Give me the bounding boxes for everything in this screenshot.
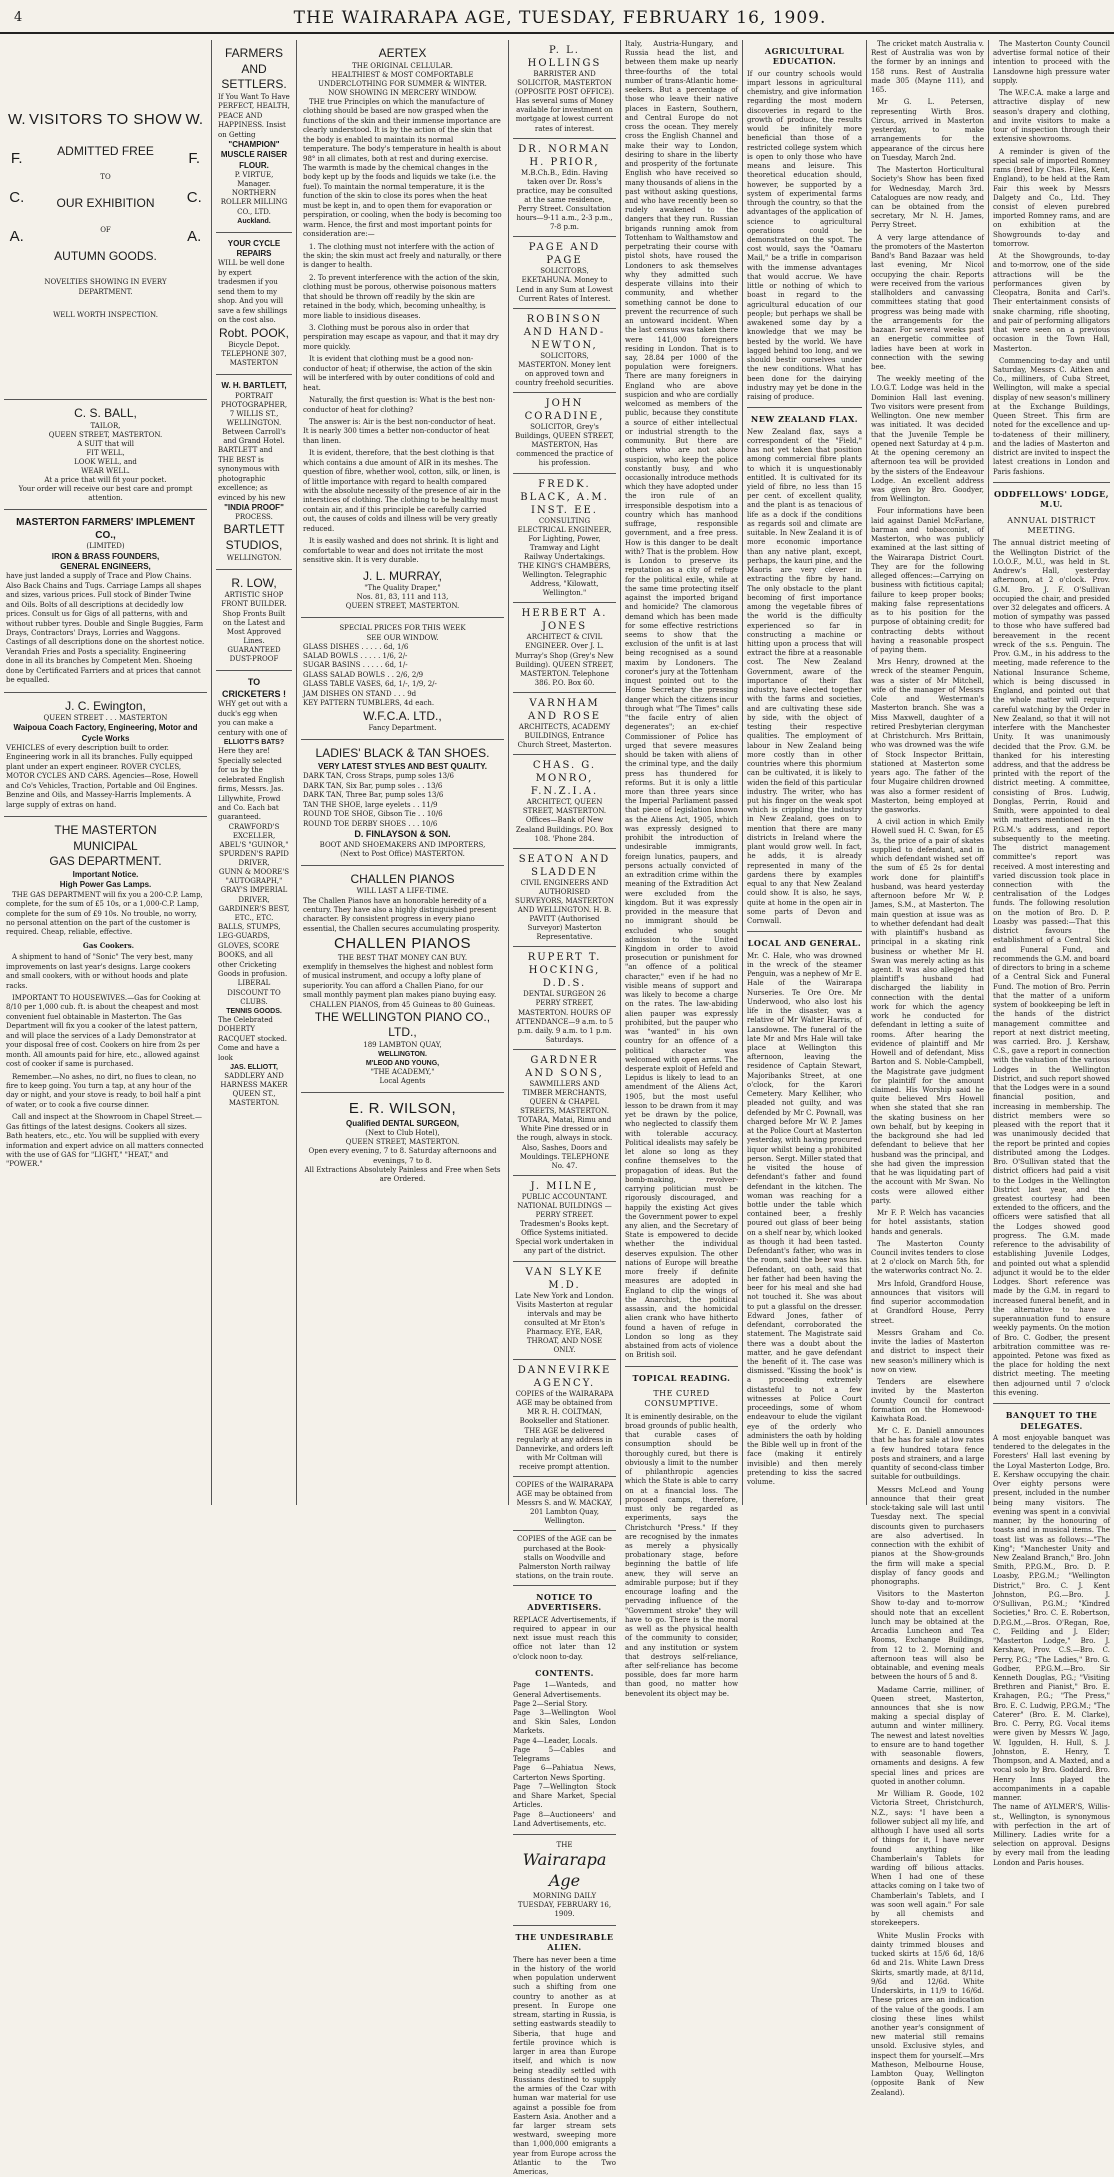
column-5: [620, 40, 742, 1698]
paper-name: Wairarapa Age: [522, 1850, 607, 1890]
professional-card: CHAS. G. MONRO, F.N.Z.I.A. ARCHITECT, QUEEN STREET, MASTERTON. Offices—Bank of New Zealand Buildings. P.O. Box 108. 'Phone 284.: [513, 755, 616, 848]
cricketers-ad: TO CRICKETERS ! WHY get out with a duck's egg when you can make a century with one of ELLIOTT'S BATS? Here they are! Specially selected for us by the celebrated English firms, Messrs. Jas. Lillywhite, Frowd and Co. Each bat guaranteed. CRAWFORD'S EXCELLER, ABEL'S "GUINOR," SPURDEN'S RAPID DRIVER, GUNN & MOORE'S "AUTOGRAPH," GRAY'S IMPERIAL DRIVER, GARDINER'S BEST, ETC., ETC. BALLS, STUMPS, LEG-GUARDS, GLOVES, SCORE BOOKS, and all other Cricketing Goods in profusion. LIBERAL DISCOUNT TO CLUBS. TENNIS GOODS. The Celebrated DOHERTY RACQUET stocked. Come and have a look JAS. ELLIOTT, SADDLERY AND HARNESS MAKER QUEEN ST., MASTERTON.: [218, 677, 290, 1108]
notice-advertisers-heading: NOTICE TO ADVERTISERS.: [527, 1591, 602, 1613]
local-news-items: The cricket match Australia v. Rest of Australia was won by the former by an innings and 158 runs. Rest of Australia made 305 (Mayne 111), and 165. Mr G. L. Petersen, representing Wirth Bros. Circus, arrived in Masterton yesterday, to make arrangements for the appearance of the circus here on Tuesday, March 2nd. The Masterton Horticultural Society's Show has been fixed for Wednesday, March 3rd. Catalogues are now ready, and can be obtained from the secretary, Mr N. H. James, Perry Street. A very large attendance of the promoters of the Masterton Band's Band Bazaar was held last evening, Mr Nicol occupying the chair. Reports were received from the various stallholders and canvassing committees stating that good progress was being made with the arrangements for the bazaar. For several weeks past an energetic committee of ladies have been at work in connection with the sewing bee. The weekly meeting of the I.O.G.T. Lodge was held in the Dominion Hall last evening. Two visitors were present from Wellington. One new member was initiated. It was decided that the Juvenile Temple be opened next Saturday at 4 p.m. At the opening ceremony an afternoon tea will be provided by the sisters of the Endeavour Lodge. An excellent address was given by Bro. Goodyer, from Wellington. Four informations have been laid against Daniel McFarlane, barman and tobacconist, of Masterton, who was publicly examined at the last sitting of the Wairarapa District Court. They are for the following alleged offences:—Carrying on business with fictitious capital; failure to keep proper books; making false representations as to his position for the purpose of obtaining credit; for contracting debts without having a reasonable prospect of paying them. Mrs Henry, drowned at the wreck of the steamer Penguin, was a sister of Mr Mitchell, wife of the manager of Messrs Cole and Westerman's Masterton branch. She was a Miss Maxwell, daughter of a retired Presbyterian clergyman at Christchurch. Mrs Brittain, who was drowned was the wife of Stock Inspector Brittain, stationed at Masterton some years ago. The father of the four Mugaire children drowned was also a former resident of Masterton, being employed at the gasworks. A civil action in which Emily Howell sued H. C. Swan, for £5 3s, the price of a pair of skates supplied to defendant, and in which defendant wished set off the sum of £5 2s for dental work done for plaintiff's husband, was heard yesterday afternoon before Mr W. P. James, S.M., at Masterton. The main question at issue was as to whether defendant had dealt with plaintiff's husband as principal in a skating rink business or whether Mr H. Swan was merely acting as his agent. It was also alleged that plaintiff's husband had discharged the liability in connection with the dental work for which the agency work he conducted for defendant in letting a suite of rooms. After hearing the evidence of plaintiff and Mr Howell and of defendant, Miss Barton and S. Noble-Campbell, the Magistrate gave judgment for plaintiff for the amount claimed. His Worship said he quite believed Mrs Howell when she stated that she ran the skating business on her own behalf, but by keeping in the background she had led defendant to believe that her husband was the principal, and she had given the impression that he was liquidating part of the account with Mr Swan. No costs were allowed either party. Mr F. P. Welch has vacancies for hotel assistants, station hands and generals. The Masterton County Council invites tenders to close at 2 o'clock on March 5th, for the waterworks contract No. 2. Mrs Infold, Grandford House, announces that visitors will find superior accommodation at Grandford House, Perry street. Messrs Graham and Co. invite the ladies of Masterton and district to inspect their new season's millinery which is now on view. Tenders are elsewhere invited by the Masterton County Council for contract formation on the Homewood-Kaiwhata Road. Mr C. E. Daniell announces that he has for sale at low rates a few hundred totara fence posts and strainers, and a large quantity of second-class timber suitable for outbuildings. Messrs McLeod and Young announce that their great stock-taking sale will last until Tuesday next. The special discounts given to purchasers are also advertised. In connection with the exhibit of pianos at the Show-grounds the firm will make a special display of fancy goods and phonographs. Visitors to the Masterton Show to-day and to-morrow should note that an excellent lunch may be obtained at the Arcadia Luncheon and Tea Rooms, Exchange Buildings, from 12 to 2. Morning and afternoon teas will also be obtainable, and evening meals between the hours of 5 and 8. Madame Carrie, milliner, of Queen street, Masterton, announces that she is now making a special display of autumn and winter millinery. The newest and latest novelties to ensure are to hand together with seasonable flowers, ornaments and designs. A few special lines and prices are quoted in another column. Mr William R. Goode, 102 Victoria Street, Christchurch, N.Z., says: "I have been a follower subject all my life, and although I have used all sorts of things for it, I have never found anything like Chamberlain's Tablets for warding off bilious attacks. When I had one of these attacks coming on I take two of Chamberlain's Tablets, and I was soon well again." For sale by all chemists and storekeepers. White Muslin Frocks with dainty trimmed blouses and tucked skirts at 15/6 6d, 18/6 6d and 21s. White Lawn Dress Skirts, smartly made, at 8/11d, 9/6d and 12/6d. White Underskirts, in 11/9 to 16/6d. These prices are an indication of the value of the goods. I am closing these lines whilst another year's consignment of new material still remains unsold. Exclusive styles, and inspect them for yourself.—Mrs Matheson, Melbourne House, Lambton Quay, Wellington (opposite Bank of New Zealand).: [871, 40, 984, 2097]
professional-card: JOHN CORADINE, SOLICITOR, Grey's Buildings, QUEEN STREET, MASTERTON, Has commenced the practice of his profession.: [513, 393, 616, 473]
visitors-ad: W. F. C. A. W. F. C. A. VISITORS TO SHOW ADMITTED FREE TO OUR EXHIBITION OF AUTUMN GOODS. NOVELTIES SHOWING IN EVERY DEPARTMENT. WELL WORTH INSPECTION.: [4, 40, 207, 400]
visitors-side-right: W. F. C. A.: [185, 111, 203, 245]
wilson-dentist-ad: E. R. WILSON, Qualified DENTAL SURGEON, (Next to Club Hotel), QUEEN STREET, MASTERTON. Open every evening, 7 to 8. Saturday afternoons and evenings, 7 to 8. All Extractions Absolutely Painless and Free when Sets are Ordered.: [304, 1100, 501, 1183]
column-1: [0, 40, 212, 1505]
farmers-implement-ad: MASTERTON FARMERS' IMPLEMENT CO., (LIMITED) IRON & BRASS FOUNDERS, GENERAL ENGINEERS, have just landed a supply of Trace and Plow Chains. Also Back Chains and Tugs. Carriage Lamps all shapes and sizes, various prices. Full stock of Binder Twine and Oils. Bolts of all descriptions at decidedly low prices. Consult us for Gigs of all patterns, with and without rubber tyres. Double and Single Buggies, Farm Drays, Contractors' Drays, Lorries and Waggons. Castings of all descriptions done on the shortest notice. Verandah Fries and Posts a speciality. Engineering done in all its branches by Competent Men. Shoeing done by Certificated Farriers and at prices that cannot be equalled.: [4, 510, 207, 692]
column-8: [988, 40, 1114, 1867]
topical-article: It is eminently desirable, on the broad grounds of public health, that curable cases of consumption should be thoroughly cured, but there is obviously a limit to the number of philanthropic agencies which the State is able to carry on at a financial loss. The proposed camps, therefore, must only be regarded as experiments, says the Christchurch "Press." If they are recognised by the inmates as merely a physically probationary stage, before beginning the battle of life anew, they will serve an admirable purpose; but if they encourage loafing and the pervading influence of the "Government stroke" they will have to go. There is the moral as well as the physical health of the community to consider, and any institution or system that destroys self-reliance, after self-reliance has become possible, does far more harm than good, no matter how benevolent its object may be.: [625, 1412, 738, 1698]
professional-card: RUPERT T. HOCKING, D.D.S. DENTAL SURGEON 26 PERRY STREET, MASTERTON. HOURS OF ATTENDANCE—9 a.m. to 5 p.m. daily. 9 a.m. to 1 p.m. Saturdays.: [513, 947, 616, 1050]
column-2: [212, 40, 296, 1505]
contents-list: Page 1—Wanteds, and General Advertisements. Page 2—Serial Story. Page 3—Wellington Wool and Skin Sales, London Markets. Page 4—Leader, Locals. Page 5—Cables and Telegrams Page 6—Pahiatua News, Carterton News Sporting. Page 7—Wellington Stock and Share Market, Special Articles. Page 8—Auctioneers' and Land Advertisements, etc.: [513, 1681, 616, 1828]
professional-card: PAGE AND PAGE SOLICITORS, EKETAHUNA. Money to Lend in any Sum at Lowest Current Rates of Interest.: [513, 237, 616, 308]
professional-card: DR. NORMAN H. PRIOR, M.B.Ch.B., Edin. Having taken over Dr. Ross's practice, may be consulted at the same residence, Perry Street. Consultation hours—9-11 a.m., 2-3 p.m., 7-8 p.m.: [513, 139, 616, 238]
page-number: 4: [14, 10, 23, 25]
professional-card: SEATON AND SLADDEN CIVIL ENGINEERS AND AUTHORISED SURVEYORS, MASTERTON AND WELLINGTON. H. B. PAVITT (Authorised Surveyor) Masterton Representative.: [513, 849, 616, 948]
professional-card: DANNEVIRKE AGENCY. COPIES of the WAIRARAPA AGE may be obtained from MR R. H. COLTMAN, Bookseller and Stationer. THE AGE be delivered regularly at any address in Dannevirke, and orders left with Mr Coltman will receive prompt attention.: [513, 1360, 616, 1477]
topical-subheading: THE CURED CONSUMPTIVE.: [644, 1388, 719, 1409]
bartlett-photographer-ad: W. H. BARTLETT, PORTRAIT PHOTOGRAPHER, 7 WILLIS ST., WELLINGTON. Between Carroll's and Grand Hotel. BARTLETT and THE BEST is synonymous with photographic excellence; as evinced by his new "INDIA PROOF" PROCESS. BARTLETT STUDIOS, WELLINGTON.: [216, 375, 292, 569]
local-article: Mr. C. Hale, who was drowned in the wreck of the steamer Penguin, was a nephew of Mr E. Hale of the Wairarapa Nurseries. Te Ore Ore. Mr Underwood, who also lost his life in the disaster, was a relative of Mr Walter Harris, of Lansdowne. The funeral of the late Mr and Mrs Hale will take place at Wellington this afternoon, leaving the residence of Captain Stewart, Majoribanks Street, at one o'clock, for the Karori Cemetery. Mary Kelliher, who pleaded not guilty, and was defended by Mr C. Pownall, was charged before Mr W. P. James at the Police Court at Masterton yesterday, with having procured liquor whilst being a prohibited person. Sergt. Miller stated that he visited the house of defendant's father and found defendant in the kitchen. The woman was reaching for a bottle under the table which contained beer, a freshly poured out glass of beer being on a shelf near by, which looked as though it had been tasted. Defendant's father, who was in the room, said the beer was his. Defendant, on oath, said that her father had been having the beer for his meal and she had not touched it. She was about to put a glassful on the dresser. Edward Jones, father of defendant, corroborated the statement. The Magistrate said there was a doubt about the matter, and he gave defendant the benefit of it. The case was dismissed. "Kissing the book" is a proceeding extremely distasteful to not a few witnesses at Police Court proceedings, some of whom endeavour to elude the vigilant eye of the orderly who administers the oath by holding the Bible well up in front of the face (making it entirely invisible) and then merely pretending to kiss the sacred volume.: [747, 951, 862, 1487]
aylmers-notice: The name of AYLMER'S, Willis-st., Wellington, is synonymous with perfection in the art of Millinery. Ladies write for a selection on approval. Designs by every mail from the leading London and Paris houses.: [993, 1803, 1110, 1867]
professional-card: VARNHAM AND ROSE ARCHITECTS, ACADEMY BUILDINGS, Entrance Church Street, Masterton.: [513, 693, 616, 755]
professional-card: COPIES of the WAIRARAPA AGE may be obtained from Messrs S. and W. MACKAY, 201 Lambton Quay, Wellington.: [513, 1477, 616, 1531]
oddfellows-heading: ODDFELLOWS' LODGE, M.U.: [993, 488, 1110, 510]
topical-heading: TOPICAL READING.: [632, 1372, 731, 1383]
visitors-admitted: ADMITTED FREE: [57, 143, 154, 158]
contents-heading: CONTENTS.: [535, 1667, 594, 1678]
professional-card: GARDNER AND SONS, SAWMILLERS AND TIMBER MERCHANTS, QUEEN & CHAPEL STREETS, MASTERTON. TOTARA, Matai, Rimu and White Pine dressed or in the rough, always in stock. Also, Sashes, Doors and Mouldings. TELEPHONE No. 47.: [513, 1050, 616, 1176]
notice-advertisers-body: REPLACE Advertisements, if required to appear in our next issue must reach this office not later than 12 o'clock noon to-day.: [513, 1615, 616, 1661]
settlers-flour-ad: FARMERS AND SETTLERS. If You Want To Have PERFECT, HEALTH, PEACE AND HAPPINESS. Insist on Getting "CHAMPION" MUSCLE RAISER FLOUR. P. VIRTUE, Manager. NORTHERN ROLLER MILLING CO., LTD. Auckland.: [216, 40, 292, 233]
professional-card: FREDK. BLACK, A.M. INST. EE. CONSULTING ELECTRICAL ENGINEER, For Lighting, Power, Tramway and Light Railway Undertakings. THE KING'S CHAMBERS, Wellington. Telegraphic Address, "Kilowatt, Wellington.": [513, 474, 616, 604]
professional-card: P. L. HOLLINGS BARRISTER AND SOLICITOR, MASTERTON (OPPOSITE POST OFFICE). Has several sums of Money available for investment on mortgage at lowest current rates of interest.: [513, 40, 616, 139]
visitors-headline: VISITORS TO SHOW: [28, 111, 183, 128]
cycle-repairs-ad: YOUR CYCLE REPAIRS WILL be well done by expert tradesmen if you send them to my shop. And you will save a few shillings on the cost also. Robt. POOK, Bicycle Depot. TELEPHONE 307, MASTERTON: [216, 233, 292, 376]
column-6: [742, 40, 866, 1505]
column-7: [866, 40, 988, 2097]
local-news-items-continued: The Masterton County Council advertise formal notice of their intention to proceed with the Lansdowne high pressure water supply. The W.F.C.A. make a large and attractive display of new season's drapery and clothing, and invite visitors to make a tour of inspection through their extensive showrooms. A reminder is given of the special sale of imported Romney rams (bred by Chas. Files, Kent, England), to be held at the Ram Fair this week by Messrs Dalgety and Co., Ltd. They consist of eleven purebred imported Romney rams, and are on exhibition at the Showgrounds to-day and tomorrow. At the Showgrounds, to-day and to-morrow, one of the side attractions will be the performances given by Cleopatra, Bonita and Carl's. Their entertainment consists of snake charming, rifle shooting, and pair of performing alligators that were seen on a previous occasion in the Town Hall, Masterton. Commencing to-day and until Saturday, Messrs C. Aitken and Co., milliners, of Cuba Street, Wellington, will make a special display of new season's millinery at the Exchange Buildings, Queen Street. This firm are noted for the excellence and up-to-dateness of their millinery, and the ladies of Masterton and district are invited to inspect the latest creations in London and Paris fashions.: [993, 40, 1110, 476]
newspaper-header-title: THE WAIRARAPA AGE, TUESDAY, FEBRUARY 16, 1909.: [293, 8, 827, 28]
banquet-heading: BANQUET TO THE DELEGATES.: [1005, 1410, 1098, 1431]
professional-card: J. MILNE, PUBLIC ACCOUNTANT. NATIONAL BUILDINGS — PERRY STREET. Tradesmen's Books kept. Office Systems initiated. Special work undertaken in any part of the district.: [513, 1176, 616, 1262]
professional-card: ROBINSON AND HAND-NEWTON, SOLICITORS, MASTERTON. Money lent on approved town and country freehold securities.: [513, 309, 616, 393]
aertex-ad: AERTEX THE ORIGINAL CELLULAR. HEALTHIEST & MOST COMFORTABLE UNDERCLOTHING FOR SUMMER & WINTER. NOW SHOWING IN MERCERY WINDOW. THE true Principles on which the manufacture of clothing should be based are now grasped when the functions of the skin and their immense importance are clearly understood. It is by the action of the skin that the body is enabled to maintain its normal temperature. The body's temperature in health is about 98° in all climates, both at rest and during exercise. The warmth is made by the chemical changes in the body kept up by the foods and liquids we take (i.e. the fuel). To maintain the normal temperature, it is the function of the skin to close its pores when the heat must be kept in, and to open them for evaporation or perspiration, or cooling, when the body is becoming too warm. Hence, the first and most important points for consideration are:— 1. The clothing must not interfere with the action of the skin; the skin must act freely and naturally, or there is danger to health. 2. To prevent interference with the action of the skin, clothing must be porous, otherwise poisonous matters that should be thrown off readily by the skin are retained in the body, which, becoming unhealthy, is more liable to insidious diseases. 3. Clothing must be porous also in order that perspiration may escape as vapour, and that it may dry more quickly. It is evident that clothing must be a good non-conductor of heat; if otherwise, the action of the skin will be interfered with by outer conditions of cold and heat. Naturally, the first question is: What is the best non-conductor of heat for clothing? The answer is: Air is the best non-conductor of heat. It is nearly 300 times a better non-conductor of heat than linen. It is evident, therefore, that the best clothing is that which contains a due amount of AIR in its meshes. The question of fibre, whether wool, cotton, silk, or linen, is of little importance with regard to health compared with the absolute necessity of the presence of air in the interstices of clothing. The clothing to be healthy must contain air, and if this principle be carefully carried out, the causes of colds and illness will be very greatly reduced. It is easily washed and does not shrink. It is light and comfortable to wear and does not irritate the most sensitive skin. It is very durable. J. L. MURRAY, "The Quality Draper," Nos. 81, 83, 111 and 113, QUEEN STREET, MASTERTON.: [301, 40, 504, 618]
professional-card: HERBERT A. JONES ARCHITECT & CIVIL ENGINEER. Over J. L. Murray's Shop (Grey's New Building). QUEEN STREET, MASTERTON. Telephone 386. P.O. Box 60.: [513, 603, 616, 693]
masthead: [0, 0, 1114, 34]
paper-title-block: THE Wairarapa Age MORNING DAILY TUESDAY, FEBRUARY 16, 1909.: [513, 1841, 616, 1919]
leader-article: There has never been a time in the history of the world when population underwent such a shifting from one country to another as at present. In Europe one stream, starting in Russia, is setting eastwards steadily to Siberia, that huge and fertile province which is larger in area than Europe itself, and which is now being steadily settled with Russians destined to supply the armies of the Czar with human war material for use against a possible foe from Eastern Asia. Another and a far larger stream sets westward, sweeping more than 1,000,000 emigrants a year from Europe across the Atlantic to the Two Americas,: [513, 1955, 616, 2177]
professional-card: COPIES of the AGE can be purchased at the Book-stalls on Woodville and Palmerston North railway stations, on the train route.: [513, 1531, 616, 1585]
ladies-shoes-ad: LADIES' BLACK & TAN SHOES. VERY LATEST STYLES AND BEST QUALITY. DARK TAN, Cross Straps, pump soles 13/6 DARK TAN, Six Bar, pump soles . . 13/6 DARK TAN, Three Bar, pump soles 13/6 TAN THE SHOE, large eyelets . . 11/9 ROUND TOE SHOE, Gibson Tie . . 10/6 ROUND TOE DERBY SHOES . . . 10/6 D. FINLAYSON & SON. BOOT AND SHOEMAKERS AND IMPORTERS, (Next to Post Office) MASTERTON.: [301, 740, 504, 865]
flax-heading: NEW ZEALAND FLAX.: [750, 414, 859, 425]
leader-heading: THE UNDESIRABLE ALIEN.: [515, 1932, 614, 1953]
banquet-article: A most enjoyable banquet was tendered to the delegates in the Foresters' Hall last evening by the Loyal Masterton Lodge, Bro. E. Kershaw occupying the chair. Over eighty persons were present, included in the number being many visitors. The evening was spent in a convivial manner, by the honouring of toasts and in musical items. The toast list was as follows:—"The King"; "Manchester Unity and New Zealand Branch," Bro. John Smith, P.P.G.M., Bro. D. P. Loasby, P.P.G.M.; "Wellington District," Bro. C. J. Kent Johnston, P.G.—Bro. J. O'Sullivan, P.G.M.; "Kindred Societies," Bro. C. E. Robertson, D.P.G.M.,—Bros. O'Regan, Roe, C. Feilding and J. Elder; "Masterton Lodge," Bro. J. Kershaw, Prov. C.S.—Bro. C. Perry, P.G.; "The Ladies," Bro. G. Godber, P.P.G.M.—Bro. Sir Kenneth Douglas, P.G.; "Visiting Brethren and Pianist," Bro. E. Krahagen, P.G.; "The Press," Bro. E. C. Ludwig, P.P.G.M.; "The Caterer" (Bro. E. M. Clarke), Bro. C. Perry, P.G. Vocal items were given by Messrs W. Jago, W. Iggulden, H. Hull, S. J. Johnston, E. Henry, T. Thompson, and A. Maxted, and a vocal solo by Bro. Goddard. Bro. Henry Inns played the accompaniments in a capable manner.: [993, 1433, 1110, 1803]
visitors-side-left: W. F. C. A.: [8, 111, 26, 245]
column-3: [296, 40, 508, 1505]
ewington-ad: J. C. Ewington, QUEEN STREET . . . MASTERTON Waipoua Coach Factory, Engineering, Motor and Cycle Works VEHICLES of every description built to order. Engineering work in all its branches. Fully equipped plant under an expert engineer. ROVER CYCLES, MOTOR CYCLES AND CARS. Agencies—Rose, Howell and Co's Vehicles, Traction, Portable and Oil Engines. Benzine and Oils, and Massey-Harris Implements. A large supply of extras on hand.: [4, 693, 207, 818]
ball-tailor-ad: C. S. BALL, TAILOR, QUEEN STREET, MASTERTON. A SUIT that will FIT WELL, LOOK WELL, and WEAR WELL. At a price that will fit your pocket. Your order will receive our best care and prompt attention.: [4, 400, 207, 510]
column-4: [508, 40, 620, 2177]
oddfellows-article: The annual district meeting of the Wellington District of the I.O.O.F., M.U., was held in St. Andrew's Hall, yesterday afternoon, at 2 o'clock. Prov. G.M. Bro. J. F. O'Sullivan occupied the chair, and presided over 32 delegates and officers. A motion of sympathy was passed to those who have suffered bad bereavement in the recent wreck of the s.s. Penguin. The Prov. G.M., in his address to the meeting, made reference to the National Insurance Scheme, which is being discussed in England, and pointed out that the whole matter will require careful watching by the Order in New Zealand, so that it will not interfere with the Manchester Unity. It was unanimously decided that the Prov. G.M. be thanked for his interesting address, and that the address be printed with the report of the district meeting. A committee, consisting of Bros. Ludwig, Donglas, Perrin, Rouid and Smith, were appointed to deal with matters mentioned in the P.G.M.'s address, and report subsequently to the meeting. The district management committee's report was received. A most interesting and varied discussion took place in connection with the centralisation of the Lodges funds. The following resolution on the motion of Bro. D. P. Loasby was passed:—That this district favours the establishment of a Central Sick and Funeral Fund, and recommends the G.M. and board of directors to bring in a scheme of a Central Sick and Funeral Fund. The motion of Bro. Perrin that the matter of a uniform system of bookkeeping be left in the hands of the district management committee and report at next district meeting, was carried. Bro. J. Kershaw, C.S., gave a report in connection with the valuation of the various Lodges in the Wellington District, and such report showed that the Lodges were in a sound financial position, and increasing in membership. The district members were so pleased with the report that it was unanimously decided that the report be printed and copies distributed among the Lodges. Bro. O'Sullivan stated that the district officers had paid a visit to the Lodges in the Wellington District last year, and the greatest courtesy had been extended to the officers, and the officers were satisfied that all the Lodges showed good progress. The G.M. made reference to the advisability of establishing Juvenile Lodges, and pointed out what a splendid adjunct it would be to the elder Lodges. Short reference was made by the G.M. in regard to increased funeral benefit, and in the alternative to have a superannuation fund to ensure weekly payments. On the motion of Bro. C. Godber, the present arbitration committee was re-appointed. Petone was fixed as the place for holding the next district meeting. The meeting then adjourned until 7 o'clock this evening.: [993, 539, 1110, 1397]
challen-pianos-ad: CHALLEN PIANOS WILL LAST A LIFE-TIME. The Challen Pianos have an honorable heredity of a century. They have also a highly distinguished present character. By consistent progress in every piano essential, the Challen secures accumulating prosperity. CHALLEN PIANOS THE BEST THAT MONEY CAN BUY. exemplify in themselves the highest and noblest form of musical instrument, and occupy a lofty plane of superiority. You can afford a Challen Piano, for our small monthly payment plan makes piano buying easy. CHALLEN PIANOS, from 45 Guineas to 80 Guineas. THE WELLINGTON PIANO CO., LTD., 189 LAMBTON QUAY, WELLINGTON. M'LEOD AND YOUNG, "THE ACADEMY," Local Agents: [301, 866, 504, 1094]
agri-article: If our country schools would impart lessons in agricultural chemistry, and give information regarding the most modern discoveries in regard to the growth of produce, the results would be infinitely more beneficial than those of a restricted college system which is open to only those who have means and leisure. This theoretical education should, however, be supported by a system of experimental farms through the country, so that the advantages of the application of science to agricultural operations could be demonstrated on the spot. The cost would, says the "Oamaru Mail," be a trifle in comparison with the immense advantages that would accrue. We have little or nothing of which to boast in regard to the agricultural education of our people; but perhaps we shall be awakened some day by a knowledge that we may be bested by the world. We have lagged behind too long, and we should bestir ourselves under the new conditions. What has been done for the dairying industry may yet be done in the raising of produce.: [747, 69, 862, 401]
oddfellows-subheading: ANNUAL DISTRICT MEETING.: [1007, 515, 1096, 535]
wfca-special-prices-ad: SPECIAL PRICES FOR THIS WEEK SEE OUR WINDOW. GLASS DISHES . . . . . 6d, 1/6 SALAD BOWLS . . . . . 1/6, 2/- SUGAR BASINS . . . . . 6d, 1/- GLASS SALAD BOWLS . . 2/6, 2/9 GLASS TABLE VASES, 6d, 1/-, 1/9, 2/- JAM DISHES ON STAND . . . 9d KEY PATTERN TUMBLERS, 4d each. W.F.C.A. LTD., Fancy Department.: [301, 618, 504, 740]
gas-department-ad: THE MASTERTON MUNICIPAL GAS DEPARTMENT. Important Notice. High Power Gas Lamps. THE GAS DEPARTMENT will fix you a 200-C.P. Lamp, complete, for the sum of £5 10s, or a 1,000-C.P. Lamp, complete for the sum of £9 10s. No trouble, no worry, no personal attention on the part of the customer is required. Cheap, reliable, effective. Gas Cookers. A shipment to hand of "Sonic" The very best, many improvements on last year's designs. Large cookers and small cookers, with or without hoods and plate racks. IMPORTANT TO HOUSEWIVES.—Gas for Cooking at 8/10 per 1,000 cub. ft. is about the cheapest and most convenient fuel obtainable in Masterton. The Gas Department will fix you a cooker of the latest pattern, and will place the services of a Lady Demonstrator at your disposal free of cost. Cookers on hire from 2s per month. All amounts paid for hire, etc., allowed against cost of cooker if same is purchased. Remember.—No ashes, no dirt, no flues to clean, no fire to keep going. You turn a tap, at any hour of the day or night, and your stove is ready, to boil half a pint of water, or to cook a five course dinner. Call and inspect at the Showroom in Chapel Street.—Gas fittings of the latest designs. Cookers all sizes. Bath heaters, etc., etc. You will be supplied with every information and expert advice on all matters connected with the use of GAS for "LIGHT," "HEAT," and "POWER.": [6, 823, 204, 1169]
agri-heading: AGRICULTURAL EDUCATION.: [764, 46, 845, 67]
professional-card: VAN SLYKE M.D. Late New York and London. Visits Masterton at regular intervals and may be consulted at Mr Eton's Pharmacy. EYE, EAR, THROAT, AND NOSE ONLY.: [513, 1262, 616, 1361]
low-shopfront-ad: R. LOW, ARTISTIC SHOP FRONT BUILDER. Shop Fronts Built on the Latest and Most Approved Lines. GUARANTEED DUST-PROOF: [216, 570, 292, 671]
flax-article: New Zealand flax, says a correspondent of the "Field," has not yet taken that position among commercial fibre plants to which it is unquestionably entitled. It is cultivated for its yield of fibre, no less than 15 per cent. of excellent quality, and the plant is as tenacious of life as a dock if the conditions as regards soil and climate are suitable. In New Zealand it is of more economic importance than any native plant, except, perhaps, the kauri pine, and the Maoris are very clever in extracting the fibre by hand. The only obstacle to the plant becoming of first importance among the vegetable fibres of the world is the difficulty experienced so far in constructing a machine or hitting upon a process that will extract the fibre at a reasonable cost. The New Zealand Government, aware of the importance of their flax industry, have elected together with the farms and societies, and are cultivating these side by side, with the object of testing their respective qualities. The employment of labour in New Zealand being more costly than in other countries where this phormium can be cultivated, it is likely to widen the field of this particular industry. The writer, who has put his finger on the weak spot which is crippling the industry in New Zealand, goes on to mention that there are many districts in Ireland where the plant would grow well. In fact, he adds, it is already represented in many of the gardens there by examples equal to any that New Zealand could show. It is also, he says, quite at home in the open air in some parts of Devon and Cornwall.: [747, 427, 862, 926]
leader-article-continued: Italy, Austria-Hungary, and Russia head the list, and between them make up nearly three-fourths of the total number of trans-Atlantic home-seekers. But a percentage of those who leave their native places in Eastern, Southern, and Central Europe do not cross the ocean. They merely cross the English Channel and make their way to London, desiring to share in the liberty and prosperity of the fortunate English who have received so many thousands of aliens in the past without asking questions, and who have recently been so rudely awakened to the dangers that they run. Russian brigands running amok from Tottenham to Walthamstow and perpetrating their course with pistol shots, have roused the Londoners to ask themselves why they admitted such desperate villains into their community, and whether something cannot be done to prevent the recurrence of such an untoward incident. When the last census was taken there were 141,000 foreigners residing in London. That is to say, 28.84 per 1000 of the population were foreigners. There are many foreigners in England who are above suspicion and who are cordially welcomed as members of the public, because they constitute a source of either intellectual or industrial strength to the community. But there are others who are not above suspicion, who keep the police constantly busy, and who occasionally introduce methods which they have adopted under the iron rule of an irresponsible despotism into a country which has manhood suffrage, responsible government, and a free press. How is this danger to be dealt with? That is the problem. How is London to preserve its reputation as a city of refuge for the political exile, while at the same time protecting itself against the imported brigand and homicide? The clamorous demand which has been made for some effective restrictions seems to show that the exclusion of the unfit is at last being recognised as a sound maxim by Londoners. The coroner's jury at the Tottenham inquest pointed out to the Home Secretary the pressing danger which the citizens incur through what "The Times" calls "the facile entry of alien degenerates"; an ex-chief Commissioner of Police has urged that severe measures should be taken with aliens of the criminal type, and the daily press has thundered for reforms. But it is only a little more than three years since the Imperial Parliament passed that piece of legislation known as the Aliens Act, 1905, which was expressly designed to prohibit the introduction of undesirable immigrants, foreign lunatics, paupers, and persons actually convicted of an extradition crime within the meaning of the Extradition Act were excluded from the kingdom. But it was expressly provided in the measure that no immigrant should be excluded who sought admission to the United Kingdom in order to avoid prosecution or punishment for "an offence of a political character," even if he had no visible means of support and was likely to become a charge on the rates. The law-abiding alien pauper was expressly prohibited, but the pauper who was "wanted" in his own country for an offence of a political character was welcomed with open arms. The desperate exploit of Hefeld and Lepidus is likely to lead to an amendment of the Aliens Act, 1905, but the most useful lesson to be drawn from it may yet be drawn by the police, who neglected to classify them with tolerable accuracy. Political idealists may safely be let alone so long as they confine themselves to the propagation of ideas. But the bomb-making, revolver-carrying politician must be rigorously discouraged, and happily the existing Act gives the Government power to expel any alien, and the Secretary of State is empowered to decide whether the individual deserves expulsion. The other nations of Europe will breathe more freely if definite measures are adopted in England to clip the wings of the Anarchist, the political assassin, and the homicidal alien crank who have hitherto found a haven of refuge in London so long as they abstained from acts of violence on British soil.: [625, 40, 738, 1360]
local-heading: LOCAL AND GENERAL.: [747, 938, 862, 949]
